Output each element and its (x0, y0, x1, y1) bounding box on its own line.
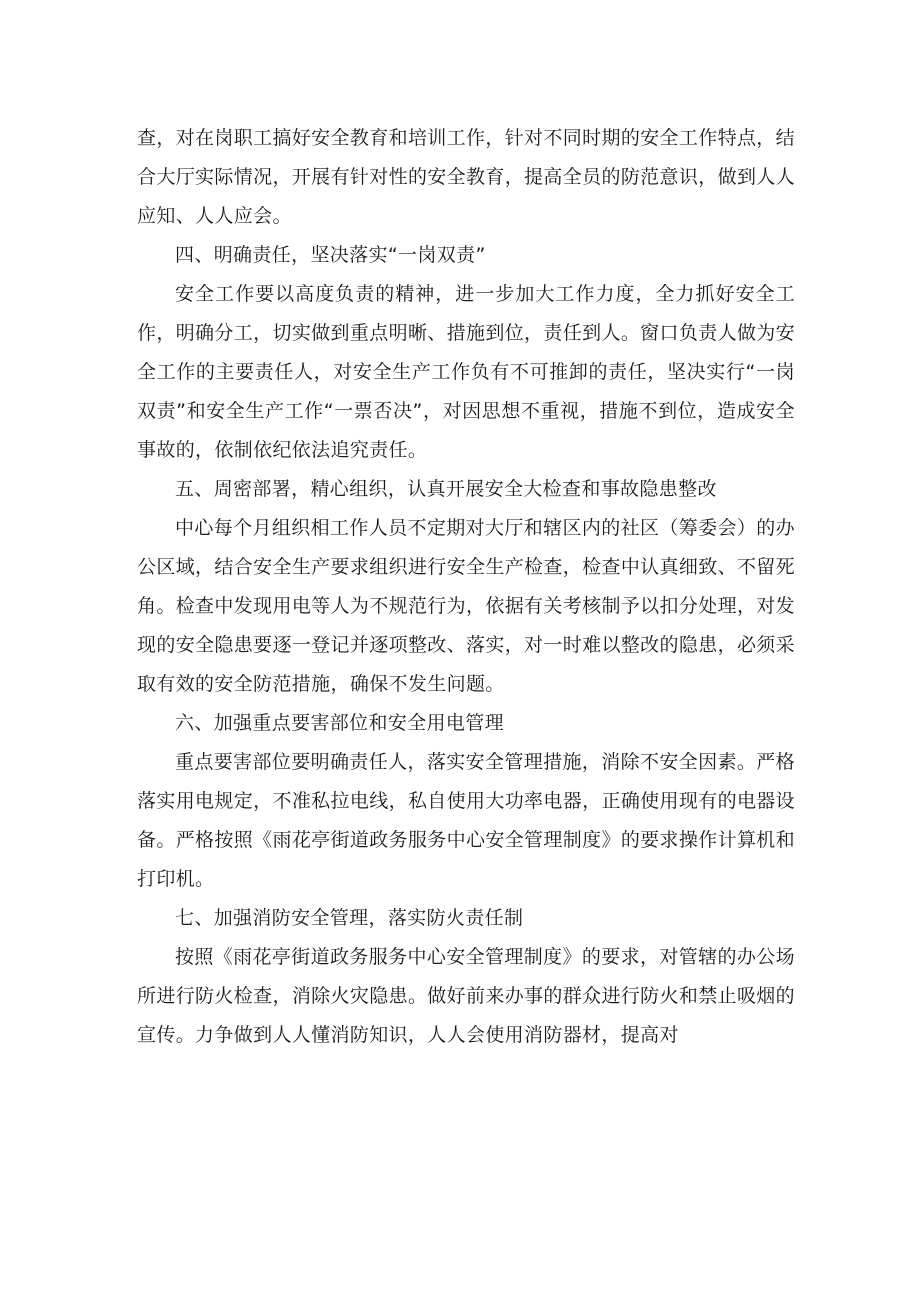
section-heading-5: 五、周密部署，精心组织，认真开展安全大检查和事故隐患整改 (175, 478, 717, 500)
section-heading-6: 六、加强重点要害部位和安全用电管理 (175, 712, 504, 734)
section-heading-4: 四、明确责任，坚决落实“一岗双责” (175, 244, 486, 266)
body-paragraph-fire-safety: 按照《雨花亭街道政务服务中心安全管理制度》的要求，对管辖的办公场所进行防火检查，消除火灾隐患。做好前来办事的群众进行防火和禁止吸烟的宣传。力争做到人人懂消防知识，人人会使用消防器材，提高对 (137, 946, 795, 1046)
body-paragraph-continued: 查，对在岗职工搞好安全教育和培训工作，针对不同时期的安全工作特点，结合大厅实际情况，开展有针对性的安全教育，提高全员的防范意识，做到人人应知、人人应会。 (137, 127, 795, 227)
body-paragraph-electricity: 重点要害部位要明确责任人，落实安全管理措施，消除不安全因素。严格落实用电规定，不准私拉电线，私自使用大功率电器，正确使用现有的电器设备。严格按照《雨花亭街道政务服务中心安全管理制度》的要求操作计算机和打印机。 (137, 751, 795, 890)
section-heading-7: 七、加强消防安全管理，落实防火责任制 (175, 907, 524, 929)
body-paragraph-inspection: 中心每个月组织相工作人员不定期对大厅和辖区内的社区（筹委会）的办公区域，结合安全生产要求组织进行安全生产检查，检查中认真细致、不留死角。检查中发现用电等人为不规范行为，依据有关考核制予以扣分处理，对发现的安全隐患要逐一登记并逐项整改、落实，对一时难以整改的隐患，必须采取有效的安全防范措施，确保不发生问题。 (137, 517, 795, 695)
body-paragraph-responsibility: 安全工作要以高度负责的精神，进一步加大工作力度，全力抓好安全工作，明确分工，切实做到重点明晰、措施到位，责任到人。窗口负责人做为安全工作的主要责任人，对安全生产工作负有不可推卸的责任，坚决实行“一岗双责”和安全生产工作“一票否决”，对因思想不重视，措施不到位，造成安全事故的，依制依纪依法追究责任。 (137, 283, 795, 461)
document-body (137, 119, 795, 1055)
